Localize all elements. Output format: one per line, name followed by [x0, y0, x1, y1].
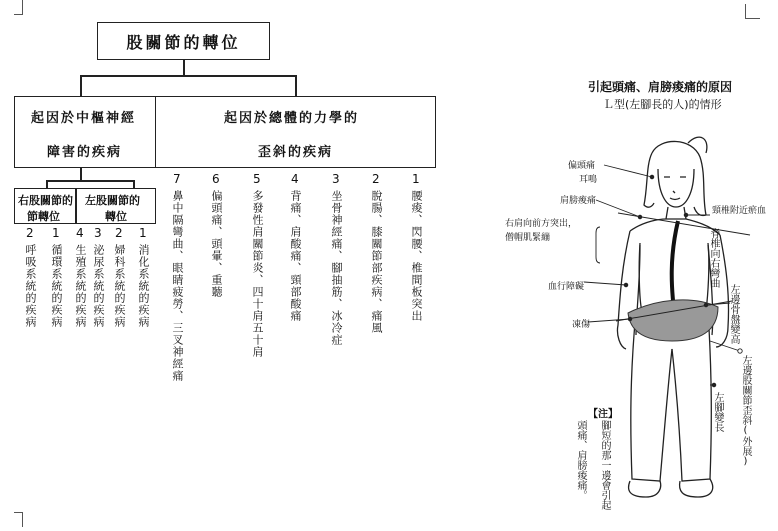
- right-hip-num-2: 2: [26, 226, 34, 240]
- left-hip-num-1: 1: [139, 226, 147, 240]
- label-cold: 凍傷: [572, 320, 591, 330]
- connector-left-down: [80, 75, 82, 96]
- note-text-1: 腳短的那一邊會引起: [599, 420, 610, 510]
- mech-text-3: 坐骨神經痛、腳抽筋、冰冷症: [330, 190, 343, 346]
- label-tinnitus: 耳鳴: [579, 175, 598, 185]
- connector-sub-left-hip-down: [133, 180, 135, 188]
- label-hip-left: 左邊股關節歪斜(外展): [740, 355, 751, 467]
- left-category-line1: 起因於中樞神經: [31, 111, 137, 126]
- mech-text-7: 鼻中隔彎曲、眼睛疲勞、三叉神經痛: [171, 190, 184, 382]
- left-hip-num-4: 4: [76, 226, 84, 240]
- sub-left-hip-box: [76, 188, 156, 224]
- label-spine-right: 脊椎向右彎曲: [708, 228, 719, 288]
- mech-num-1: 1: [412, 172, 420, 186]
- connector-horizontal-top: [80, 75, 296, 77]
- mech-num-7: 7: [173, 172, 181, 186]
- right-hip-text-2: 呼吸系統的疾病: [24, 244, 37, 328]
- left-category-box: [14, 96, 156, 168]
- figure-subtitle: Ｌ型(左腳長的人)的情形: [603, 98, 722, 111]
- label-blood-obstruction: 血行障礙: [548, 282, 585, 292]
- left-hip-text-4: 生殖系統的疾病: [74, 244, 87, 328]
- mech-num-3: 3: [332, 172, 340, 186]
- left-hip-num-3: 3: [94, 226, 102, 240]
- connector-left-sub-horizontal: [46, 180, 134, 182]
- label-shoulder-forward-2: 僧帽肌緊繃: [505, 233, 551, 243]
- label-pelvis-left-high: 左邊骨盤變高: [728, 284, 739, 344]
- mech-text-1: 腰痠、閃腰、椎間板突出: [410, 190, 423, 322]
- mech-text-4: 背痛、肩酸痛、頸部酸痛: [289, 190, 302, 322]
- label-migraine: 偏頭痛: [568, 161, 596, 171]
- note-text-2: 頭痛、肩膀痠痛。: [575, 420, 586, 500]
- connector-sub-right-hip-down: [46, 180, 48, 188]
- right-category-line1: 起因於總體的力學的: [224, 111, 360, 126]
- sub-right-hip-line2: 節轉位: [27, 210, 60, 223]
- page-corner-mark-bottom-left: [14, 512, 23, 527]
- sub-right-hip-line1: 右股關節的: [18, 194, 73, 207]
- label-leg-long: 左腳變長: [712, 392, 723, 432]
- sub-right-hip-box: [14, 188, 76, 224]
- right-hip-text-1: 循環系統的疾病: [50, 244, 63, 328]
- connector-left-sub-down: [80, 168, 82, 180]
- label-neck-blood: 頸椎附近瘀血: [712, 206, 767, 216]
- label-shoulder-forward-1: 右肩向前方突出，: [505, 219, 578, 229]
- mech-text-6: 偏頭痛、頭暈、重聽: [210, 190, 223, 298]
- figure-title: 引起頭痛、肩膀痠痛的原因: [588, 80, 733, 94]
- sub-left-hip-line2: 轉位: [105, 210, 127, 223]
- right-hip-num-1: 1: [52, 226, 60, 240]
- left-hip-num-2: 2: [115, 226, 123, 240]
- left-hip-text-1: 消化系統的疾病: [137, 244, 150, 328]
- connector-root-down: [183, 60, 185, 75]
- label-shoulder-pain: 肩膀痠痛: [560, 196, 597, 206]
- mech-num-6: 6: [212, 172, 220, 186]
- left-hip-text-2: 婦科系統的疾病: [113, 244, 126, 328]
- mech-text-2: 脫腸、膝關節部疾病、痛風: [370, 190, 383, 334]
- connector-right-down: [295, 75, 297, 96]
- page-corner-mark-top-right: [745, 4, 760, 19]
- right-category-box: [155, 96, 436, 168]
- left-hip-text-3: 泌尿系統的疾病: [92, 244, 105, 328]
- mech-num-2: 2: [372, 172, 380, 186]
- chart-root-box: [97, 22, 270, 60]
- mech-num-4: 4: [291, 172, 299, 186]
- mech-text-5: 多發性肩關節炎、四十肩五十肩: [251, 190, 264, 358]
- note-tag: 【注】: [588, 409, 618, 420]
- sub-left-hip-line1: 左股關節的: [85, 194, 140, 207]
- mech-num-5: 5: [253, 172, 261, 186]
- left-category-line2: 障害的疾病: [47, 145, 123, 160]
- chart-root-title: 股關節的轉位: [126, 32, 241, 52]
- page-corner-mark-top-left: [14, 0, 23, 15]
- right-category-line2: 歪斜的疾病: [258, 145, 334, 160]
